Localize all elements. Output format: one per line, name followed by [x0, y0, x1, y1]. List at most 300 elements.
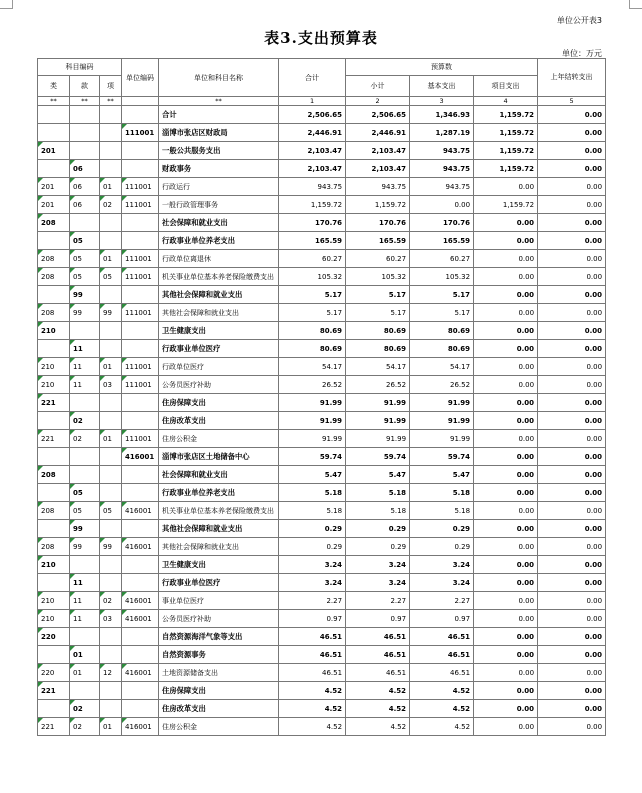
- cell-item: [100, 682, 122, 700]
- cell-item: [100, 484, 122, 502]
- cell-project-expense: 0.00: [474, 538, 538, 556]
- cell-section: 05: [70, 232, 100, 250]
- cell-project-expense: 0.00: [474, 376, 538, 394]
- cell-class: 221: [38, 430, 70, 448]
- cell-total: 3.24: [279, 556, 346, 574]
- cell-unit-code: 111001: [122, 358, 159, 376]
- cell-class: 208: [38, 250, 70, 268]
- cell-item: [100, 574, 122, 592]
- cell-total: 165.59: [279, 232, 346, 250]
- cell-project-expense: 0.00: [474, 214, 538, 232]
- page-corner-mark-left: [0, 0, 13, 9]
- cell-basic-expense: 59.74: [410, 448, 474, 466]
- cell-class: 221: [38, 718, 70, 736]
- cell-unit-code: 111001: [122, 268, 159, 286]
- cell-name: 自然资源事务: [159, 646, 279, 664]
- cell-class: 208: [38, 502, 70, 520]
- cell-item: 05: [100, 268, 122, 286]
- cell-basic-expense: 165.59: [410, 232, 474, 250]
- cell-unit-code: [122, 682, 159, 700]
- cell-item: [100, 322, 122, 340]
- cell-project-expense: 0.00: [474, 466, 538, 484]
- cell-name: 土地资源储备支出: [159, 664, 279, 682]
- cell-name: 其他社会保障和就业支出: [159, 520, 279, 538]
- cell-unit-code: [122, 520, 159, 538]
- header-total: 合计: [279, 59, 346, 97]
- table-row: [38, 718, 606, 736]
- cell-carryover: 0.00: [538, 268, 606, 286]
- cell-subtotal: 54.17: [346, 358, 410, 376]
- cell-project-expense: 0.00: [474, 664, 538, 682]
- cell-basic-expense: 1,287.19: [410, 124, 474, 142]
- cell-total: 91.99: [279, 394, 346, 412]
- column-number: 5: [538, 97, 606, 106]
- cell-project-expense: 0.00: [474, 358, 538, 376]
- cell-carryover: 0.00: [538, 574, 606, 592]
- cell-project-expense: 0.00: [474, 322, 538, 340]
- cell-class: 201: [38, 142, 70, 160]
- cell-project-expense: 0.00: [474, 268, 538, 286]
- cell-carryover: 0.00: [538, 250, 606, 268]
- cell-project-expense: 0.00: [474, 250, 538, 268]
- cell-unit-code: [122, 700, 159, 718]
- cell-basic-expense: 4.52: [410, 718, 474, 736]
- cell-item: [100, 448, 122, 466]
- cell-subtotal: 5.18: [346, 484, 410, 502]
- table-row: [38, 340, 606, 358]
- cell-unit-code: 111001: [122, 178, 159, 196]
- cell-item: [100, 124, 122, 142]
- cell-section: 99: [70, 286, 100, 304]
- cell-class: 210: [38, 556, 70, 574]
- page-corner-mark-right: [629, 0, 642, 9]
- cell-class: 208: [38, 466, 70, 484]
- cell-class: 210: [38, 610, 70, 628]
- cell-unit-code: 111001: [122, 196, 159, 214]
- cell-name: 自然资源海洋气象等支出: [159, 628, 279, 646]
- cell-name: 卫生健康支出: [159, 322, 279, 340]
- cell-basic-expense: 943.75: [410, 142, 474, 160]
- column-number: **: [38, 97, 70, 106]
- cell-carryover: 0.00: [538, 700, 606, 718]
- cell-item: 99: [100, 538, 122, 556]
- cell-basic-expense: 3.24: [410, 574, 474, 592]
- cell-class: [38, 574, 70, 592]
- cell-project-expense: 0.00: [474, 394, 538, 412]
- cell-section: 05: [70, 502, 100, 520]
- table-row: [38, 520, 606, 538]
- cell-subtotal: 4.52: [346, 682, 410, 700]
- cell-unit-code: [122, 394, 159, 412]
- cell-carryover: 0.00: [538, 304, 606, 322]
- cell-unit-code: [122, 160, 159, 178]
- cell-item: 12: [100, 664, 122, 682]
- cell-item: [100, 466, 122, 484]
- cell-total: 91.99: [279, 412, 346, 430]
- cell-project-expense: 1,159.72: [474, 124, 538, 142]
- cell-subtotal: 0.97: [346, 610, 410, 628]
- cell-project-expense: 0.00: [474, 646, 538, 664]
- table-row: [38, 592, 606, 610]
- cell-basic-expense: 91.99: [410, 412, 474, 430]
- cell-subtotal: 105.32: [346, 268, 410, 286]
- cell-section: [70, 142, 100, 160]
- cell-carryover: 0.00: [538, 538, 606, 556]
- cell-name: 机关事业单位基本养老保险缴费支出: [159, 502, 279, 520]
- cell-class: 208: [38, 268, 70, 286]
- cell-total: 2,103.47: [279, 142, 346, 160]
- cell-project-expense: 0.00: [474, 502, 538, 520]
- cell-carryover: 0.00: [538, 286, 606, 304]
- cell-section: 99: [70, 304, 100, 322]
- cell-subtotal: 80.69: [346, 340, 410, 358]
- cell-unit-code: 111001: [122, 304, 159, 322]
- cell-name: 住房公积金: [159, 718, 279, 736]
- cell-class: [38, 160, 70, 178]
- cell-section: [70, 556, 100, 574]
- table-row: [38, 448, 606, 466]
- cell-unit-code: [122, 322, 159, 340]
- table-row: [38, 430, 606, 448]
- cell-total: 59.74: [279, 448, 346, 466]
- table-row: [38, 124, 606, 142]
- cell-section: 11: [70, 376, 100, 394]
- cell-unit-code: [122, 286, 159, 304]
- cell-basic-expense: 26.52: [410, 376, 474, 394]
- cell-section: [70, 682, 100, 700]
- cell-item: [100, 106, 122, 124]
- cell-class: [38, 700, 70, 718]
- header-subtotal: 小计: [346, 76, 410, 97]
- cell-item: [100, 520, 122, 538]
- cell-total: 2,506.65: [279, 106, 346, 124]
- cell-total: 60.27: [279, 250, 346, 268]
- cell-subtotal: 2.27: [346, 592, 410, 610]
- table-row: [38, 358, 606, 376]
- cell-name: 公务员医疗补助: [159, 376, 279, 394]
- cell-project-expense: 0.00: [474, 718, 538, 736]
- cell-section: 99: [70, 520, 100, 538]
- cell-carryover: 0.00: [538, 214, 606, 232]
- cell-project-expense: 0.00: [474, 700, 538, 718]
- cell-section: 06: [70, 178, 100, 196]
- cell-project-expense: 0.00: [474, 484, 538, 502]
- cell-section: 02: [70, 412, 100, 430]
- cell-item: 02: [100, 592, 122, 610]
- cell-carryover: 0.00: [538, 664, 606, 682]
- cell-class: [38, 520, 70, 538]
- cell-carryover: 0.00: [538, 322, 606, 340]
- cell-carryover: 0.00: [538, 358, 606, 376]
- cell-basic-expense: 943.75: [410, 178, 474, 196]
- cell-carryover: 0.00: [538, 430, 606, 448]
- cell-basic-expense: 46.51: [410, 628, 474, 646]
- cell-total: 5.47: [279, 466, 346, 484]
- cell-subtotal: 5.17: [346, 286, 410, 304]
- cell-name: 其他社会保障和就业支出: [159, 304, 279, 322]
- cell-subtotal: 943.75: [346, 178, 410, 196]
- column-number: 1: [279, 97, 346, 106]
- cell-item: [100, 232, 122, 250]
- cell-carryover: 0.00: [538, 412, 606, 430]
- cell-unit-code: [122, 628, 159, 646]
- cell-unit-code: 416001: [122, 718, 159, 736]
- header-budget-count: 预算数: [346, 59, 538, 76]
- cell-class: 220: [38, 664, 70, 682]
- cell-project-expense: 0.00: [474, 610, 538, 628]
- cell-basic-expense: 60.27: [410, 250, 474, 268]
- cell-item: 03: [100, 610, 122, 628]
- cell-subtotal: 59.74: [346, 448, 410, 466]
- cell-carryover: 0.00: [538, 628, 606, 646]
- header-unit-and-subject-name: 单位和科目名称: [159, 59, 279, 97]
- cell-name: 公务员医疗补助: [159, 610, 279, 628]
- cell-unit-code: [122, 574, 159, 592]
- cell-basic-expense: 105.32: [410, 268, 474, 286]
- cell-class: [38, 484, 70, 502]
- cell-subtotal: 26.52: [346, 376, 410, 394]
- cell-section: [70, 466, 100, 484]
- cell-basic-expense: 5.18: [410, 484, 474, 502]
- table-row: [38, 286, 606, 304]
- cell-section: 11: [70, 340, 100, 358]
- cell-name: 社会保障和就业支出: [159, 466, 279, 484]
- cell-carryover: 0.00: [538, 682, 606, 700]
- cell-total: 4.52: [279, 682, 346, 700]
- cell-class: 208: [38, 304, 70, 322]
- cell-item: [100, 340, 122, 358]
- cell-unit-code: [122, 142, 159, 160]
- cell-class: 220: [38, 628, 70, 646]
- cell-total: 5.17: [279, 304, 346, 322]
- cell-basic-expense: 2.27: [410, 592, 474, 610]
- cell-total: 0.29: [279, 520, 346, 538]
- cell-total: 0.97: [279, 610, 346, 628]
- table-row: [38, 106, 606, 124]
- cell-carryover: 0.00: [538, 232, 606, 250]
- cell-subtotal: 91.99: [346, 412, 410, 430]
- cell-name: 住房保障支出: [159, 394, 279, 412]
- table-row: [38, 196, 606, 214]
- cell-item: [100, 142, 122, 160]
- cell-unit-code: 111001: [122, 124, 159, 142]
- cell-unit-code: [122, 106, 159, 124]
- cell-subtotal: 4.52: [346, 700, 410, 718]
- cell-unit-code: [122, 484, 159, 502]
- cell-total: 170.76: [279, 214, 346, 232]
- page-title: 表3.支出预算表: [264, 29, 378, 47]
- cell-unit-code: 416001: [122, 448, 159, 466]
- cell-section: 02: [70, 430, 100, 448]
- cell-total: 5.17: [279, 286, 346, 304]
- cell-section: 99: [70, 538, 100, 556]
- cell-project-expense: 0.00: [474, 232, 538, 250]
- cell-item: [100, 160, 122, 178]
- table-row: [38, 214, 606, 232]
- cell-carryover: 0.00: [538, 142, 606, 160]
- column-number: **: [70, 97, 100, 106]
- cell-basic-expense: 5.17: [410, 286, 474, 304]
- cell-name: 住房改革支出: [159, 412, 279, 430]
- cell-project-expense: 0.00: [474, 304, 538, 322]
- cell-name: 机关事业单位基本养老保险缴费支出: [159, 268, 279, 286]
- column-number: **: [100, 97, 122, 106]
- cell-carryover: 0.00: [538, 502, 606, 520]
- cell-section: 01: [70, 664, 100, 682]
- cell-total: 46.51: [279, 628, 346, 646]
- cell-subtotal: 2,103.47: [346, 160, 410, 178]
- table-row: [38, 250, 606, 268]
- cell-project-expense: 1,159.72: [474, 142, 538, 160]
- cell-name: 住房公积金: [159, 430, 279, 448]
- cell-section: 06: [70, 160, 100, 178]
- cell-project-expense: 0.00: [474, 340, 538, 358]
- cell-class: 210: [38, 376, 70, 394]
- cell-subtotal: 3.24: [346, 574, 410, 592]
- cell-item: 02: [100, 196, 122, 214]
- cell-name: 事业单位医疗: [159, 592, 279, 610]
- cell-class: 210: [38, 592, 70, 610]
- cell-carryover: 0.00: [538, 718, 606, 736]
- cell-total: 80.69: [279, 340, 346, 358]
- table-row: [38, 178, 606, 196]
- cell-section: [70, 214, 100, 232]
- cell-subtotal: 91.99: [346, 430, 410, 448]
- cell-project-expense: 0.00: [474, 448, 538, 466]
- cell-subtotal: 3.24: [346, 556, 410, 574]
- cell-carryover: 0.00: [538, 178, 606, 196]
- table-row: [38, 610, 606, 628]
- cell-subtotal: 2,506.65: [346, 106, 410, 124]
- cell-total: 80.69: [279, 322, 346, 340]
- cell-basic-expense: 1,346.93: [410, 106, 474, 124]
- cell-basic-expense: 3.24: [410, 556, 474, 574]
- cell-class: [38, 412, 70, 430]
- cell-unit-code: [122, 466, 159, 484]
- cell-item: [100, 628, 122, 646]
- cell-name: 行政单位离退休: [159, 250, 279, 268]
- cell-project-expense: 0.00: [474, 286, 538, 304]
- cell-name: 卫生健康支出: [159, 556, 279, 574]
- cell-project-expense: 0.00: [474, 682, 538, 700]
- column-number: 4: [474, 97, 538, 106]
- cell-project-expense: 0.00: [474, 412, 538, 430]
- cell-project-expense: 0.00: [474, 520, 538, 538]
- cell-class: 221: [38, 682, 70, 700]
- cell-item: [100, 646, 122, 664]
- cell-subtotal: 165.59: [346, 232, 410, 250]
- table-row: [38, 646, 606, 664]
- cell-carryover: 0.00: [538, 340, 606, 358]
- table-row: [38, 142, 606, 160]
- cell-carryover: 0.00: [538, 376, 606, 394]
- cell-carryover: 0.00: [538, 466, 606, 484]
- table-row: [38, 304, 606, 322]
- unit-label: 单位：万元: [562, 49, 602, 58]
- cell-total: 1,159.72: [279, 196, 346, 214]
- cell-project-expense: 1,159.72: [474, 106, 538, 124]
- cell-basic-expense: 943.75: [410, 160, 474, 178]
- cell-unit-code: 416001: [122, 610, 159, 628]
- cell-name: 淄博市张店区土地储备中心: [159, 448, 279, 466]
- cell-section: 11: [70, 610, 100, 628]
- cell-name: 行政事业单位医疗: [159, 340, 279, 358]
- cell-unit-code: 416001: [122, 502, 159, 520]
- cell-section: 01: [70, 646, 100, 664]
- table-row: [38, 322, 606, 340]
- cell-total: 5.18: [279, 502, 346, 520]
- cell-subtotal: 0.29: [346, 520, 410, 538]
- column-number-row: [38, 97, 606, 106]
- cell-carryover: 0.00: [538, 394, 606, 412]
- cell-item: [100, 394, 122, 412]
- cell-total: 26.52: [279, 376, 346, 394]
- cell-total: 91.99: [279, 430, 346, 448]
- table-body: [38, 106, 606, 736]
- cell-project-expense: 0.00: [474, 178, 538, 196]
- cell-subtotal: 80.69: [346, 322, 410, 340]
- cell-section: 06: [70, 196, 100, 214]
- cell-total: 4.52: [279, 700, 346, 718]
- cell-section: [70, 394, 100, 412]
- cell-class: [38, 340, 70, 358]
- cell-name: 其他社会保障和就业支出: [159, 538, 279, 556]
- cell-class: [38, 232, 70, 250]
- table-row: [38, 232, 606, 250]
- cell-subtotal: 2,103.47: [346, 142, 410, 160]
- cell-section: 02: [70, 718, 100, 736]
- cell-section: [70, 106, 100, 124]
- table-row: [38, 700, 606, 718]
- table-row: [38, 574, 606, 592]
- cell-name: 行政运行: [159, 178, 279, 196]
- cell-unit-code: [122, 214, 159, 232]
- cell-unit-code: 111001: [122, 376, 159, 394]
- cell-carryover: 0.00: [538, 160, 606, 178]
- table-row: [38, 484, 606, 502]
- cell-item: 01: [100, 430, 122, 448]
- cell-carryover: 0.00: [538, 520, 606, 538]
- cell-item: [100, 214, 122, 232]
- cell-basic-expense: 170.76: [410, 214, 474, 232]
- cell-subtotal: 60.27: [346, 250, 410, 268]
- cell-unit-code: 111001: [122, 430, 159, 448]
- cell-basic-expense: 46.51: [410, 646, 474, 664]
- form-label: 单位公开表3: [556, 16, 602, 25]
- cell-total: 2.27: [279, 592, 346, 610]
- cell-basic-expense: 54.17: [410, 358, 474, 376]
- cell-name: 社会保障和就业支出: [159, 214, 279, 232]
- cell-carryover: 0.00: [538, 610, 606, 628]
- cell-subtotal: 0.29: [346, 538, 410, 556]
- cell-carryover: 0.00: [538, 484, 606, 502]
- cell-total: 943.75: [279, 178, 346, 196]
- cell-item: [100, 286, 122, 304]
- cell-basic-expense: 0.29: [410, 538, 474, 556]
- cell-item: 05: [100, 502, 122, 520]
- cell-section: 11: [70, 592, 100, 610]
- cell-carryover: 0.00: [538, 592, 606, 610]
- cell-unit-code: 111001: [122, 250, 159, 268]
- cell-name: 财政事务: [159, 160, 279, 178]
- cell-project-expense: 0.00: [474, 592, 538, 610]
- cell-unit-code: 416001: [122, 664, 159, 682]
- table-row: [38, 682, 606, 700]
- cell-name: 一般公共服务支出: [159, 142, 279, 160]
- cell-item: 01: [100, 358, 122, 376]
- cell-total: 46.51: [279, 664, 346, 682]
- table-row: [38, 538, 606, 556]
